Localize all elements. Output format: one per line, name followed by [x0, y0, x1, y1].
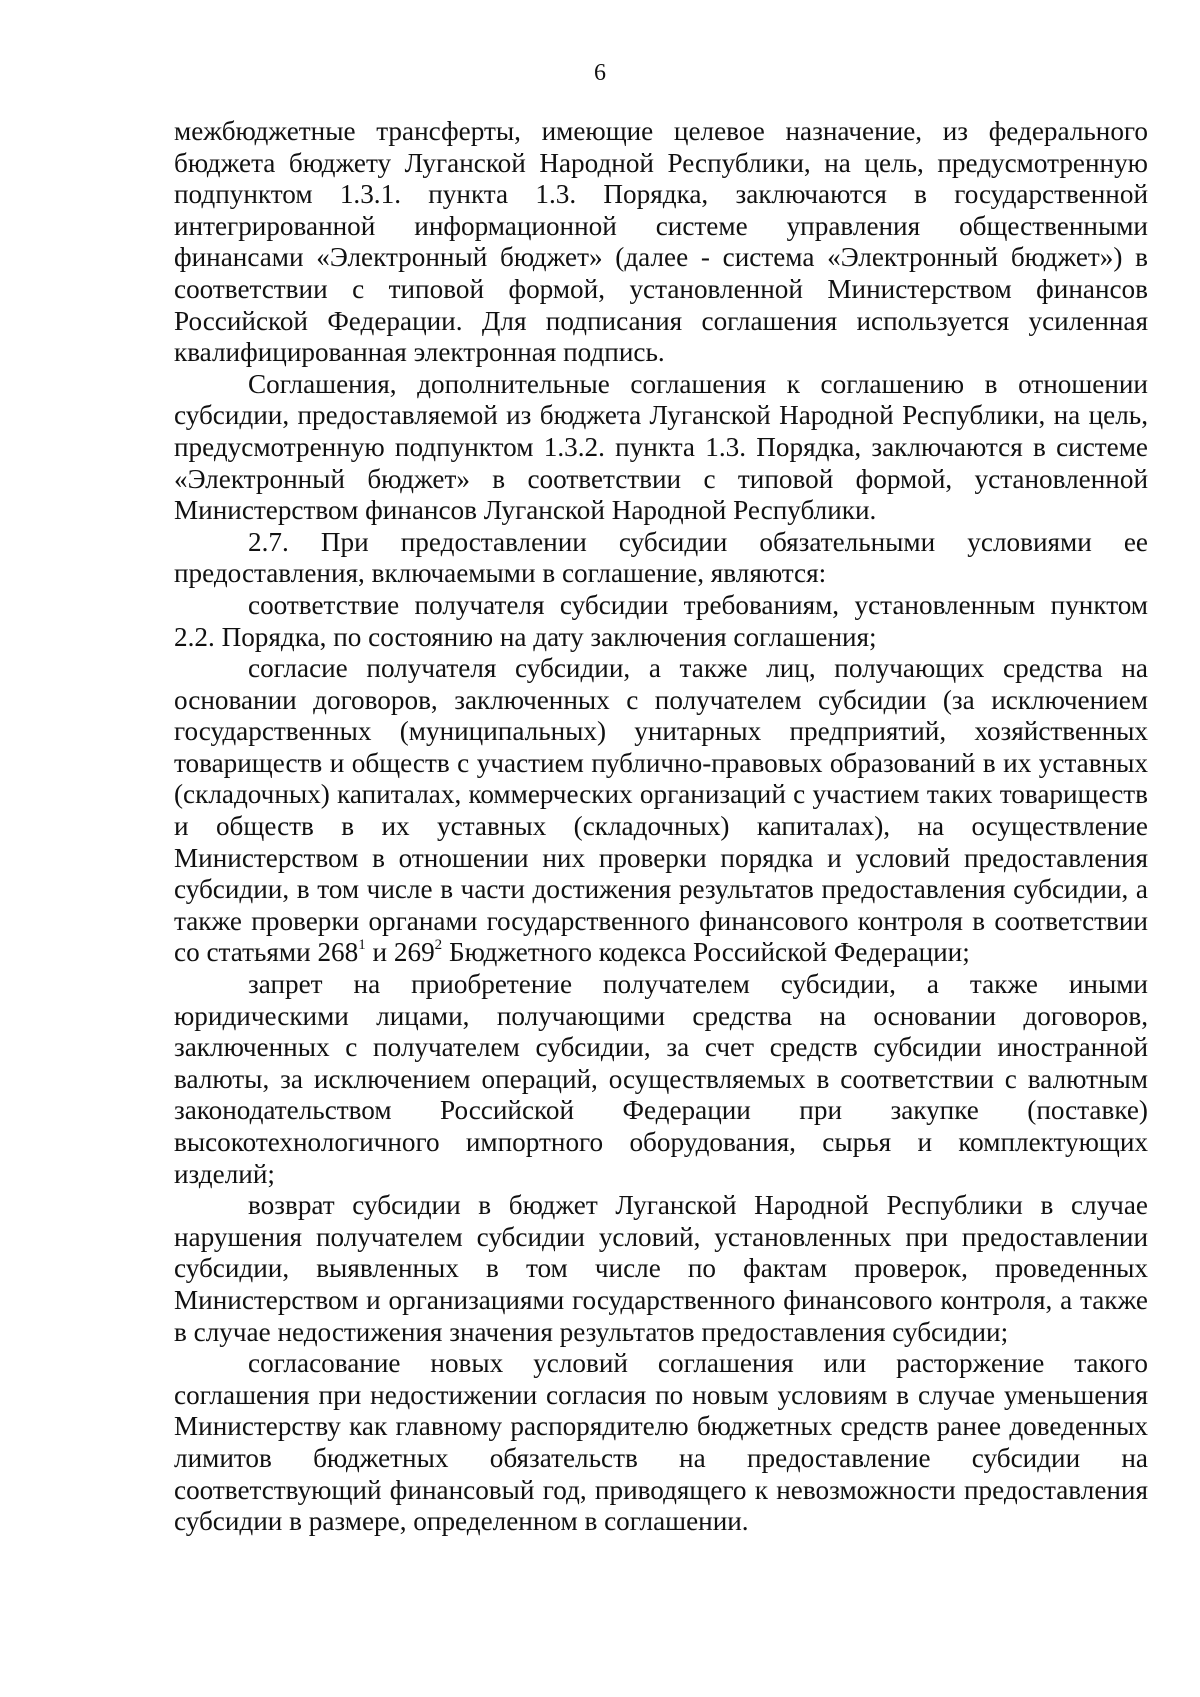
paragraph-subsidy-return: возврат субсидии в бюджет Луганской Народной Республики в случае нарушения получателем субсидии условий, установленных при предоставлении субсидии, выявленных в том числе по фактам проверок, проведенных Министерством и организациями государственного финансового контроля, а также в случае недостижения значения результатов предоставления субсидии;: [174, 1190, 1148, 1347]
consent-text-part-1: согласие получателя субсидии, а также лиц, получающих средства на основании договоров, заключенных с получателем субсидии (за исключением государственных (муниципальных) унитарных предприятий, хозяйственных товариществ и обществ с участием публично-правовых образований в их уставных (складочных) капиталах, коммерческих организаций с участием таких товариществ и обществ в их уставных (складочных) капиталах), на осуществление Министерством в отношении них проверки порядка и условий предоставления субсидии, в том числе в части достижения результатов предоставления субсидии, а также проверки органами государственного финансового контроля в соответствии со статьями 268: [174, 653, 1148, 968]
paragraph-consent-to-audit: [174, 653, 1148, 969]
consent-text-part-2: и 269: [365, 937, 435, 968]
paragraph-agreements: Соглашения, дополнительные соглашения к соглашению в отношении субсидии, предоставляемой из бюджета Луганской Народной Республики, на цель, предусмотренную подпунктом 1.3.2. пункта 1.3. Порядка, заключаются в системе «Электронный бюджет» в соответствии с типовой формой, установленной Министерством финансов Луганской Народной Республики.: [174, 368, 1148, 526]
paragraph-foreign-currency-ban: запрет на приобретение получателем субсидии, а также иными юридическими лицами, получающими средства на основании договоров, заключенных с получателем субсидии, за счет средств субсидии иностранной валюты, за исключением операций, осуществляемых в соответствии с валютным законодательством Российской Федерации при закупке (поставке) высокотехнологичного импортного оборудования, сырья и комплектующих изделий;: [174, 969, 1148, 1189]
paragraph-interbudget-transfers: межбюджетные трансферты, имеющие целевое назначение, из федерального бюджета бюджету Луганской Народной Республики, на цель, предусмотренную подпунктом 1.3.1. пункта 1.3. Порядка, заключаются в государственной интегрированной информационной системе управления общественными финансами «Электронный бюджет» (далее - система «Электронный бюджет») в соответствии с типовой формой, установленной Министерством финансов Российской Федерации. Для подписания соглашения используется усиленная квалифицированная электронная подпись.: [174, 116, 1148, 368]
page-number: 6: [594, 60, 606, 86]
paragraph-mandatory-conditions: 2.7. При предоставлении субсидии обязательными условиями ее предоставления, включаемыми в соглашение, являются:: [174, 526, 1148, 589]
consent-text-part-3: Бюджетного кодекса Российской Федерации;: [442, 937, 970, 968]
document-body: [174, 116, 1148, 1538]
footnote-superscript-2: 2: [434, 937, 443, 954]
footnote-superscript-1: 1: [358, 937, 366, 954]
paragraph-new-conditions: согласование новых условий соглашения или расторжение такого соглашения при недостижении согласия по новым условиям в случае уменьшения Министерству как главному распорядителю бюджетных средств ранее доведенных лимитов бюджетных обязательств на предоставление субсидии на соответствующий финансовый год, приводящего к невозможности предоставления субсидии в размере, определенном в соглашении.: [174, 1348, 1148, 1537]
paragraph-recipient-compliance: соответствие получателя субсидии требованиям, установленным пунктом 2.2. Порядка, по состоянию на дату заключения соглашения;: [174, 589, 1148, 652]
